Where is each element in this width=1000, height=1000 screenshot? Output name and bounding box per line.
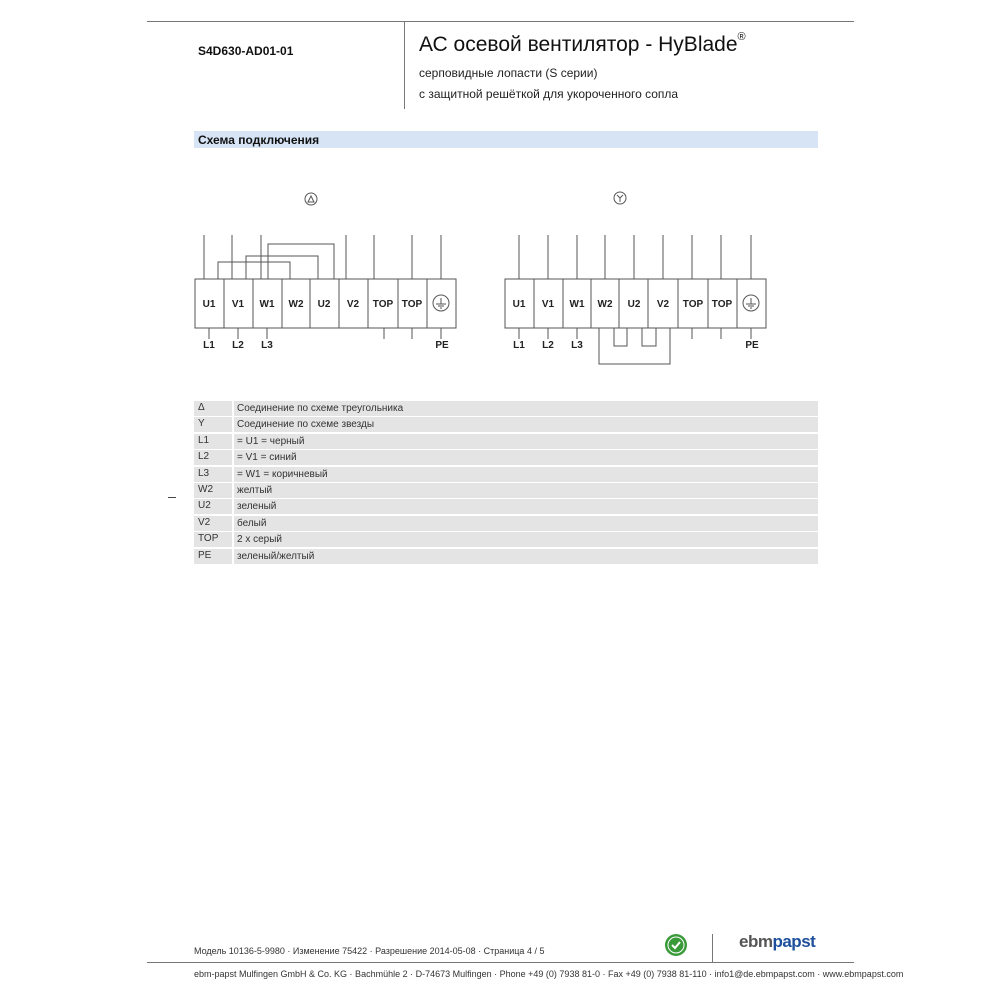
footer-address: ebm-papst Mulfingen GmbH & Co. KG · Bachmühle 2 · D-74673 Mulfingen · Phone +49 (0) 7938 81-0 · Fax +49 (0) 7938 81-110 · info1@de.ebmpapst.com · www.ebmpapst.com <box>194 969 904 979</box>
terminal-label: TOP <box>372 299 394 310</box>
terminal-label: TOP <box>401 299 423 310</box>
terminal-label: W2 <box>288 299 304 310</box>
legend-value: зеленый <box>237 501 277 513</box>
legend-value: = W1 = коричневый <box>237 468 328 480</box>
legend-value: 2 х серый <box>237 534 283 546</box>
section-title: Схема подключения <box>198 133 320 147</box>
legend-key: L2 <box>198 451 210 463</box>
legend-value: желтый <box>237 484 273 496</box>
lead-label: L2 <box>232 340 244 351</box>
legend-key: PE <box>198 549 212 561</box>
lead-label: L1 <box>513 340 525 351</box>
terminal-label: TOP <box>711 299 733 310</box>
wiring-diagrams <box>0 0 1000 400</box>
lead-label: L2 <box>542 340 554 351</box>
legend-key: V2 <box>198 516 211 528</box>
legend-key: W2 <box>198 483 213 495</box>
terminal-label: W1 <box>569 299 585 310</box>
legend-value: Соединение по схеме треугольника <box>237 403 404 414</box>
legend-value: Соединение по схеме звезды <box>237 419 375 431</box>
legend-key: TOP <box>198 533 219 545</box>
terminal-label: V1 <box>231 299 245 310</box>
star-symbol-y <box>617 195 623 202</box>
terminal-label: U1 <box>202 299 216 310</box>
lead-label: PE <box>435 340 449 351</box>
legend-row <box>194 434 818 449</box>
margin-mark <box>168 497 176 498</box>
footer-divider <box>712 934 713 962</box>
legend-row <box>194 483 818 498</box>
legend-row <box>194 467 818 482</box>
lead-label: PE <box>745 340 759 351</box>
terminal-label: V2 <box>346 299 360 310</box>
green-tech-badge-icon <box>664 933 688 957</box>
legend-value: зеленый/желтый <box>237 550 315 562</box>
delta-symbol-triangle <box>308 196 314 202</box>
legend-row <box>194 549 818 564</box>
lead-label: L1 <box>203 340 215 351</box>
model-number: S4D630-AD01-01 <box>198 44 294 58</box>
subtitle-guard: с защитной решёткой для укороченного сопла <box>419 87 679 101</box>
legend-key: Y <box>198 418 205 430</box>
registered-mark: ® <box>737 31 746 43</box>
terminal-label: U1 <box>512 299 526 310</box>
footer-meta: Модель 10136-5-9980 · Изменение 75422 · Разрешение 2014-05-08 · Страница 4 / 5 <box>194 946 545 956</box>
terminal-label: U2 <box>627 299 641 310</box>
legend-key: U2 <box>198 500 211 512</box>
terminal-label: W2 <box>597 299 613 310</box>
legend-row <box>194 499 818 514</box>
terminal-label: V1 <box>541 299 555 310</box>
legend-key: Δ <box>198 402 205 413</box>
terminal-label: V2 <box>656 299 670 310</box>
lead-label: L3 <box>571 340 583 351</box>
title-text: АС осевой вентилятор - HyBlade <box>419 33 738 56</box>
legend-row <box>194 516 818 531</box>
legend-value: = U1 = черный <box>237 435 305 447</box>
subtitle-blades: серповидные лопасти (S серии) <box>419 66 598 80</box>
legend-table <box>194 401 818 565</box>
brand-logo <box>739 932 815 952</box>
legend-row <box>194 532 818 547</box>
legend-value: белый <box>237 517 267 529</box>
footer-rule <box>147 962 854 963</box>
legend-row <box>194 417 818 432</box>
terminal-label: TOP <box>682 299 704 310</box>
legend-value: = V1 = синий <box>237 452 297 464</box>
delta-symbol-circle <box>305 193 317 205</box>
terminal-label: W1 <box>259 299 275 310</box>
terminal-label: U2 <box>317 299 331 310</box>
legend-key: L3 <box>198 467 210 479</box>
legend-row <box>194 450 818 465</box>
logo-papst: papst <box>772 932 816 951</box>
legend-row <box>194 401 818 416</box>
legend-key: L1 <box>198 434 210 446</box>
logo-ebm: ebm <box>739 932 773 951</box>
lead-label: L3 <box>261 340 273 351</box>
